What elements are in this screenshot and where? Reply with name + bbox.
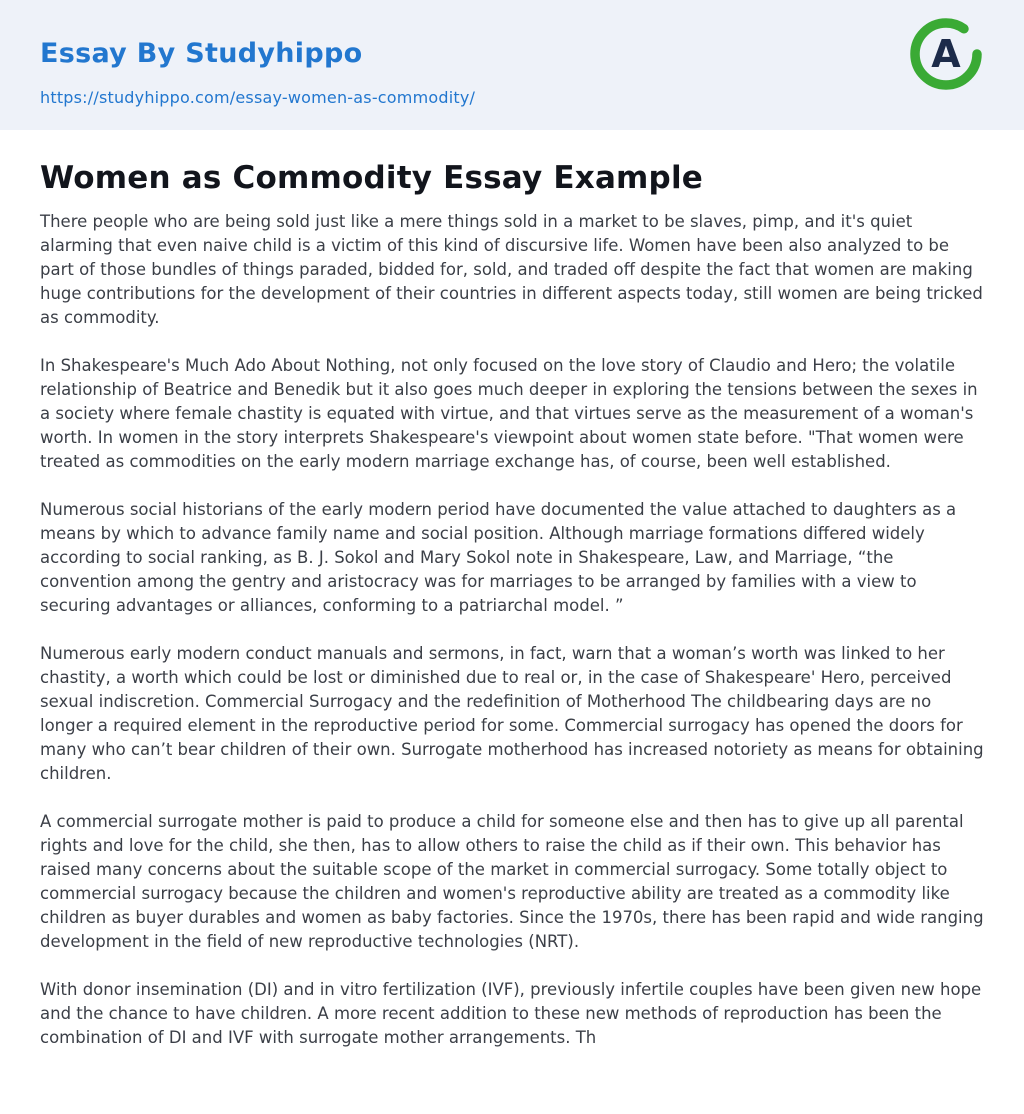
logo-ring-icon — [908, 16, 984, 92]
article-content — [0, 130, 1024, 1114]
article-paragraph: With donor insemination (DI) and in vitro fertilization (IVF), previously infertile couples have been given new hope and the chance to have children. A more recent addition to these new methods of reproduction has been the combination of DI and IVF with surrogate mother arrangements. Th — [40, 980, 982, 1047]
article-paragraph: In Shakespeare's Much Ado About Nothing, not only focused on the love story of Claudio and Hero; the volatile relationship of Beatrice and Benedik but it also goes much deeper in exploring the tensions between the sexes in a society where female chastity is equated with virtue, and that virtues serve as the measurement of a woman's worth. In women in the story interprets Shakespeare's viewpoint about women state before. "That women were treated as commodities on the early modern marriage exchange has, of course, been well established. — [40, 356, 978, 471]
article-paragraph: Numerous early modern conduct manuals and sermons, in fact, warn that a woman’s worth was linked to her chastity, a worth which could be lost or diminished due to real or, in the case of Shakespeare' Hero, perceived sexual indiscretion. Commercial Surrogacy and the redefinition of Motherhood The childbearing days are no longer a required element in the reproductive period for some. Commercial surrogacy has opened the doors for many who can’t bear children of their own. Surrogate motherhood has increased notoriety as means for obtaining children. — [40, 644, 984, 783]
source-url-link[interactable]: https://studyhippo.com/essay-women-as-commodity/ — [40, 88, 476, 107]
header — [0, 0, 1024, 130]
article-paragraph: A commercial surrogate mother is paid to produce a child for someone else and then has to give up all parental rights and love for the child, she then, has to allow others to raise the child as if their own. This behavior has raised many concerns about the suitable scope of the market in commercial surrogacy. Some totally object to commercial surrogacy because the children and women's reproductive ability are treated as a commodity like children as buyer durables and women as baby factories. Since the 1970s, there has been rapid and wide ranging development in the field of new reproductive technologies (NRT). — [40, 812, 984, 951]
article-paragraph: There people who are being sold just like a mere things sold in a market to be slaves, pimp, and it's quiet alarming that even naive child is a victim of this kind of discursive life. Women have been also analyzed to be part of those bundles of things paraded, bidded for, sold, and traded off despite the fact that women are making huge contributions for the development of their countries in different aspects today, still women are being tricked as commodity. — [40, 212, 983, 327]
article-paragraph: Numerous social historians of the early modern period have documented the value attached to daughters as a means by which to advance family name and social position. Although marriage formations differed widely according to social ranking, as B. J. Sokol and Mary Sokol note in Shakespeare, Law, and Marriage, “the convention among the gentry and aristocracy was for marriages to be arranged by families with a view to securing advantages or alliances, conforming to a patriarchal model. ” — [40, 500, 957, 615]
page-title: Women as Commodity Essay Example — [40, 160, 704, 196]
logo-letter: A — [931, 32, 961, 76]
site-title: Essay By Studyhippo — [40, 38, 363, 69]
studyhippo-logo-icon — [908, 16, 984, 92]
